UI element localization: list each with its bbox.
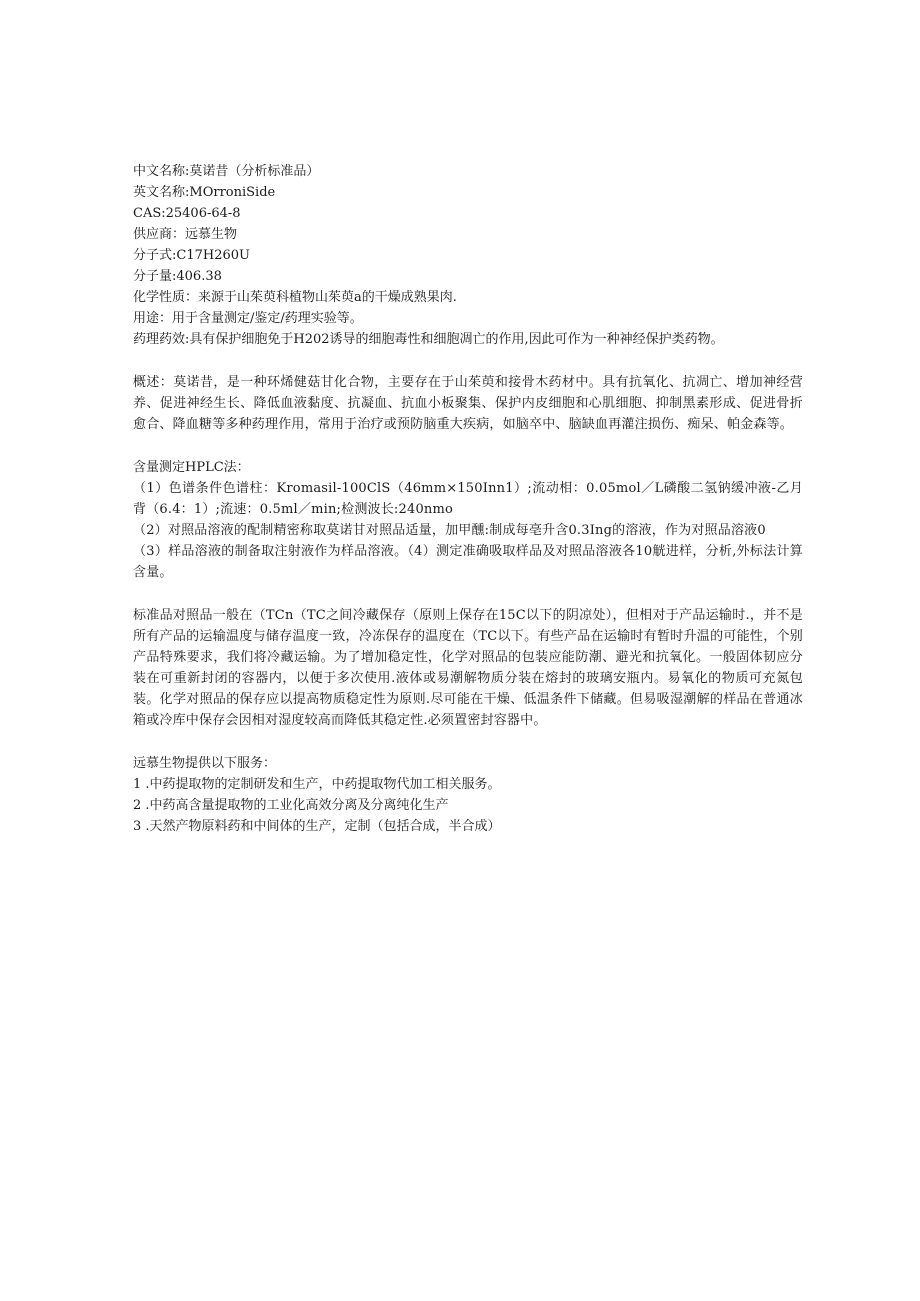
cas-number: CAS:25406-64-8 <box>133 206 241 221</box>
pharmacology: 药理药效:具有保护细胞免于H202诱导的细胞毒性和细胞凋亡的作用,因此可作为一种神经保护类药物。 <box>133 332 724 347</box>
english-name: 英文名称:MOrroniSide <box>133 185 276 200</box>
supplier: 供应商：远慕生物 <box>133 227 238 242</box>
hplc-step-1: （1）色谱条件色谱柱：Kromasil-100ClS（46mm×150Inn1）;流动相：0.05mol／L磷酸二氢钠缓冲液-乙月背（6.4：1）;流速：0.5ml／min;检测波长:240nmo <box>133 481 803 517</box>
chemical-properties: 化学性质：来源于山茱萸科植物山茱萸a的干燥成熟果肉. <box>133 290 457 305</box>
chinese-name: 中文名称:莫诺昔（分析标准品） <box>133 164 320 179</box>
storage-paragraph: 标准品对照品一般在（TCn（TC之间冷藏保存（原则上保存在15C以下的阴凉处），但相对于产品运输时.，并不是所有产品的运输温度与储存温度一致，冷冻保存的温度在（TC以下。有些产品在运输时有暂时升温的可能性，个别产品特殊要求，我们将冷藏运输。为了增加稳定性，化学对照品的包装应能防潮、避光和抗氧化。一般固体韧应分装在可重新封闭的容器内，以便于多次使用.液体或易潮解物质分装在熔封的玻璃安瓶内。易氧化的物质可充氮包装。化学对照品的保存应以提高物质稳定性为原则.尽可能在干燥、低温条件下储藏。但易吸湿潮解的样品在普通冰箱或冷库中保存会因相对湿度较高而降低其稳定性.必须置密封容器中。 <box>133 608 803 728</box>
services-title: 远慕生物提供以下服务： <box>133 756 277 771</box>
molecular-formula: 分子式:C17H260U <box>133 248 250 263</box>
hplc-section <box>133 457 803 583</box>
hplc-step-2: （2）对照品溶液的配制精密称取莫诺甘对照品适量，加甲醺:制成每亳升含0.3Ing的溶液，作为对照品溶液0 <box>133 523 766 538</box>
document-body <box>133 161 803 837</box>
overview-paragraph: 概述：莫诺昔，是一种环烯健菇甘化合物，主要存在于山茱萸和接骨木药材中。具有抗氧化、抗凋亡、增加神经营养、促进神经生长、降低血液黏度、抗凝血、抗血小板聚集、保护内皮细胞和心肌细胞、抑制黑素形成、促进骨折愈合、降血糖等多种药理作用，常用于治疗或预防脑重大疾病，如脑卒中、脑缺血再灌注损伤、痴呆、帕金森等。 <box>133 375 803 432</box>
service-item: 2 .中药高含量提取物的工业化高效分离及分离纯化生产 <box>133 798 449 813</box>
product-info <box>133 161 803 350</box>
molecular-weight: 分子量:406.38 <box>133 269 222 284</box>
hplc-title: 含量测定HPLC法： <box>133 460 250 475</box>
hplc-step-3: （3）样品溶液的制备取注射液作为样品溶液。（4）测定准确吸取样品及对照品溶液各10觥进样，分析,外标法计算含量。 <box>133 544 803 580</box>
service-item: 1 .中药提取物的定制研发和生产，中药提取物代加工相关服务。 <box>133 777 501 792</box>
service-item: 3 .天然产物原料药和中间体的生产，定制（包括合成，半合成） <box>133 819 501 834</box>
services-section <box>133 753 803 837</box>
usage: 用途：用于含量测定/鉴定/药理实验等。 <box>133 311 363 326</box>
